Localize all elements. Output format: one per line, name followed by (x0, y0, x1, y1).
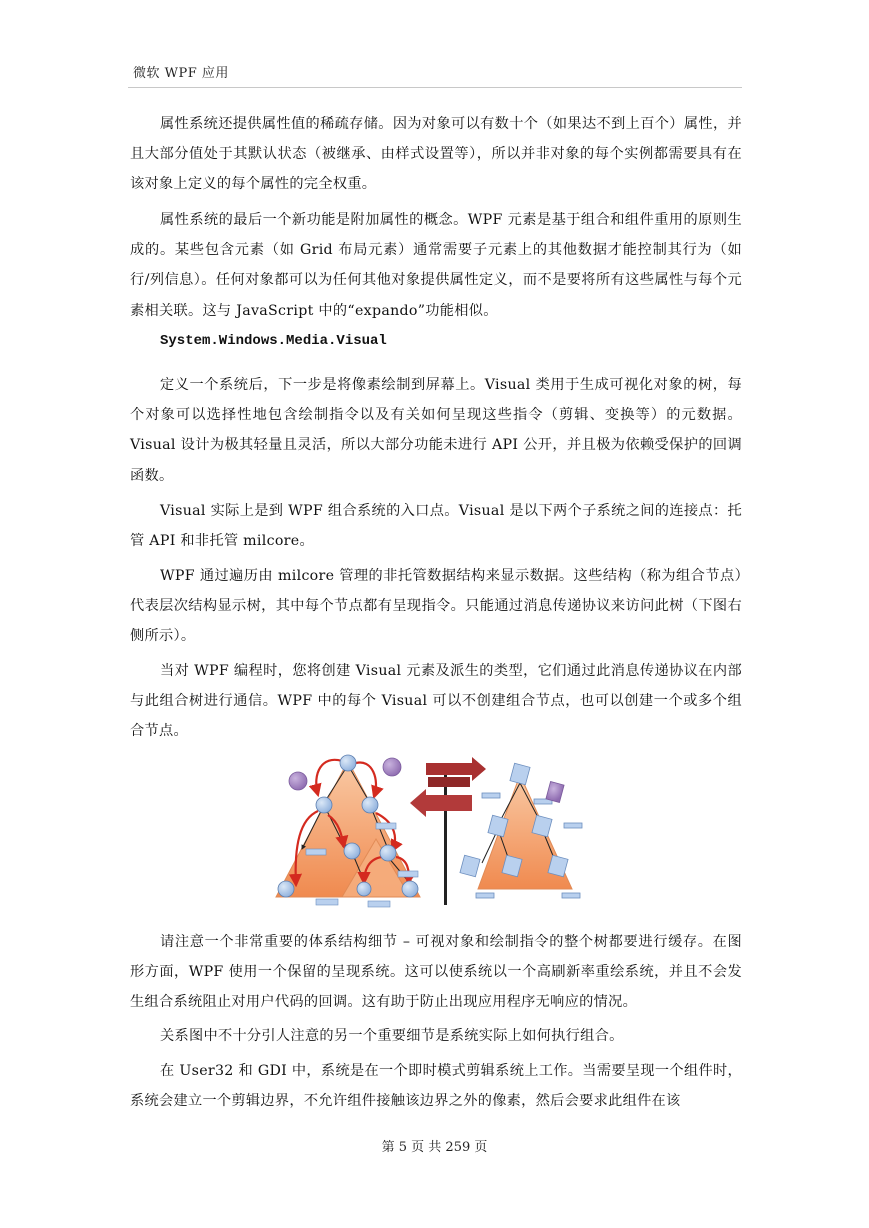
section-heading-visual: System.Windows.Media.Visual (160, 333, 387, 349)
paragraph-retained-rendering: 请注意一个非常重要的体系结构细节 – 可视对象和绘制指令的整个树都要进行缓存。在图形方面，WPF 使用一个保留的呈现系统。这可以使系统以一个高刷新率重绘系统，并且不会发生组合系统阻止对用户代码的回调。这有助于防止出现应用程序无响应的情况。 (130, 934, 742, 1011)
paragraph-attached-properties: 属性系统的最后一个新功能是附加属性的概念。WPF 元素是基于组合和组件重用的原则生成的。某些包含元素（如 Grid 布局元素）通常需要子元素上的其他数据才能控制其行为（如行/列信息）。任何对象都可以为任何其他对象提供属性定义，而不是要将所有这些属性与每个元素相关联。这与 JavaScript 中的“expando”功能相似。 (130, 212, 742, 319)
composition-tree-figure (272, 753, 592, 911)
paragraph-visual-entry: Visual 实际上是到 WPF 组合系统的入口点。Visual 是以下两个子系统之间的连接点：托管 API 和非托管 milcore。 (130, 503, 742, 550)
page-number-footer: 第 5 页 共 259 页 (381, 1140, 488, 1155)
message-protocol-signpost (410, 757, 486, 905)
paragraph-sparse-storage: 属性系统还提供属性值的稀疏存储。因为对象可以有数十个（如果达不到上百个）属性，并且大部分值处于其默认状态（被继承、由样式设置等），所以并非对象的每个实例都需要具有在该对象上定义的每个属性的完全权重。 (130, 116, 742, 193)
paragraph-visual-intro: 定义一个系统后，下一步是将像素绘制到屏幕上。Visual 类用于生成可视化对象的树，每个对象可以选择性地包含绘制指令以及有关如何呈现这些指令（剪辑、变换等）的元数据。Visual 设计为极其轻量且灵活，所以大部分功能未进行 API 公开，并且极为依赖受保护的回调函数。 (130, 377, 742, 484)
paragraph-composition-detail: 关系图中不十分引人注意的另一个重要细节是系统实际上如何执行组合。 (160, 1028, 624, 1044)
paragraph-composition-nodes: 当对 WPF 编程时，您将创建 Visual 元素及派生的类型，它们通过此消息传递协议在内部与此组合树进行通信。WPF 中的每个 Visual 可以不创建组合节点，也可以创建一个或多个组合节点。 (130, 663, 742, 740)
header-divider (128, 87, 742, 88)
visual-tree-left (276, 755, 420, 907)
paragraph-user32-gdi: 在 User32 和 GDI 中，系统是在一个即时模式剪辑系统上工作。当需要呈现一个组件时，系统会建立一个剪辑边界，不允许组件接触该边界之外的像素，然后会要求此组件在该 (130, 1063, 742, 1110)
composition-tree-right (460, 763, 582, 898)
page-header: 微软 WPF 应用 (133, 66, 229, 81)
paragraph-milcore: WPF 通过遍历由 milcore 管理的非托管数据结构来显示数据。这些结构（称为组合节点）代表层次结构显示树，其中每个节点都有呈现指令。只能通过消息传递协议来访问此树（下图右侧所示）。 (130, 568, 742, 645)
